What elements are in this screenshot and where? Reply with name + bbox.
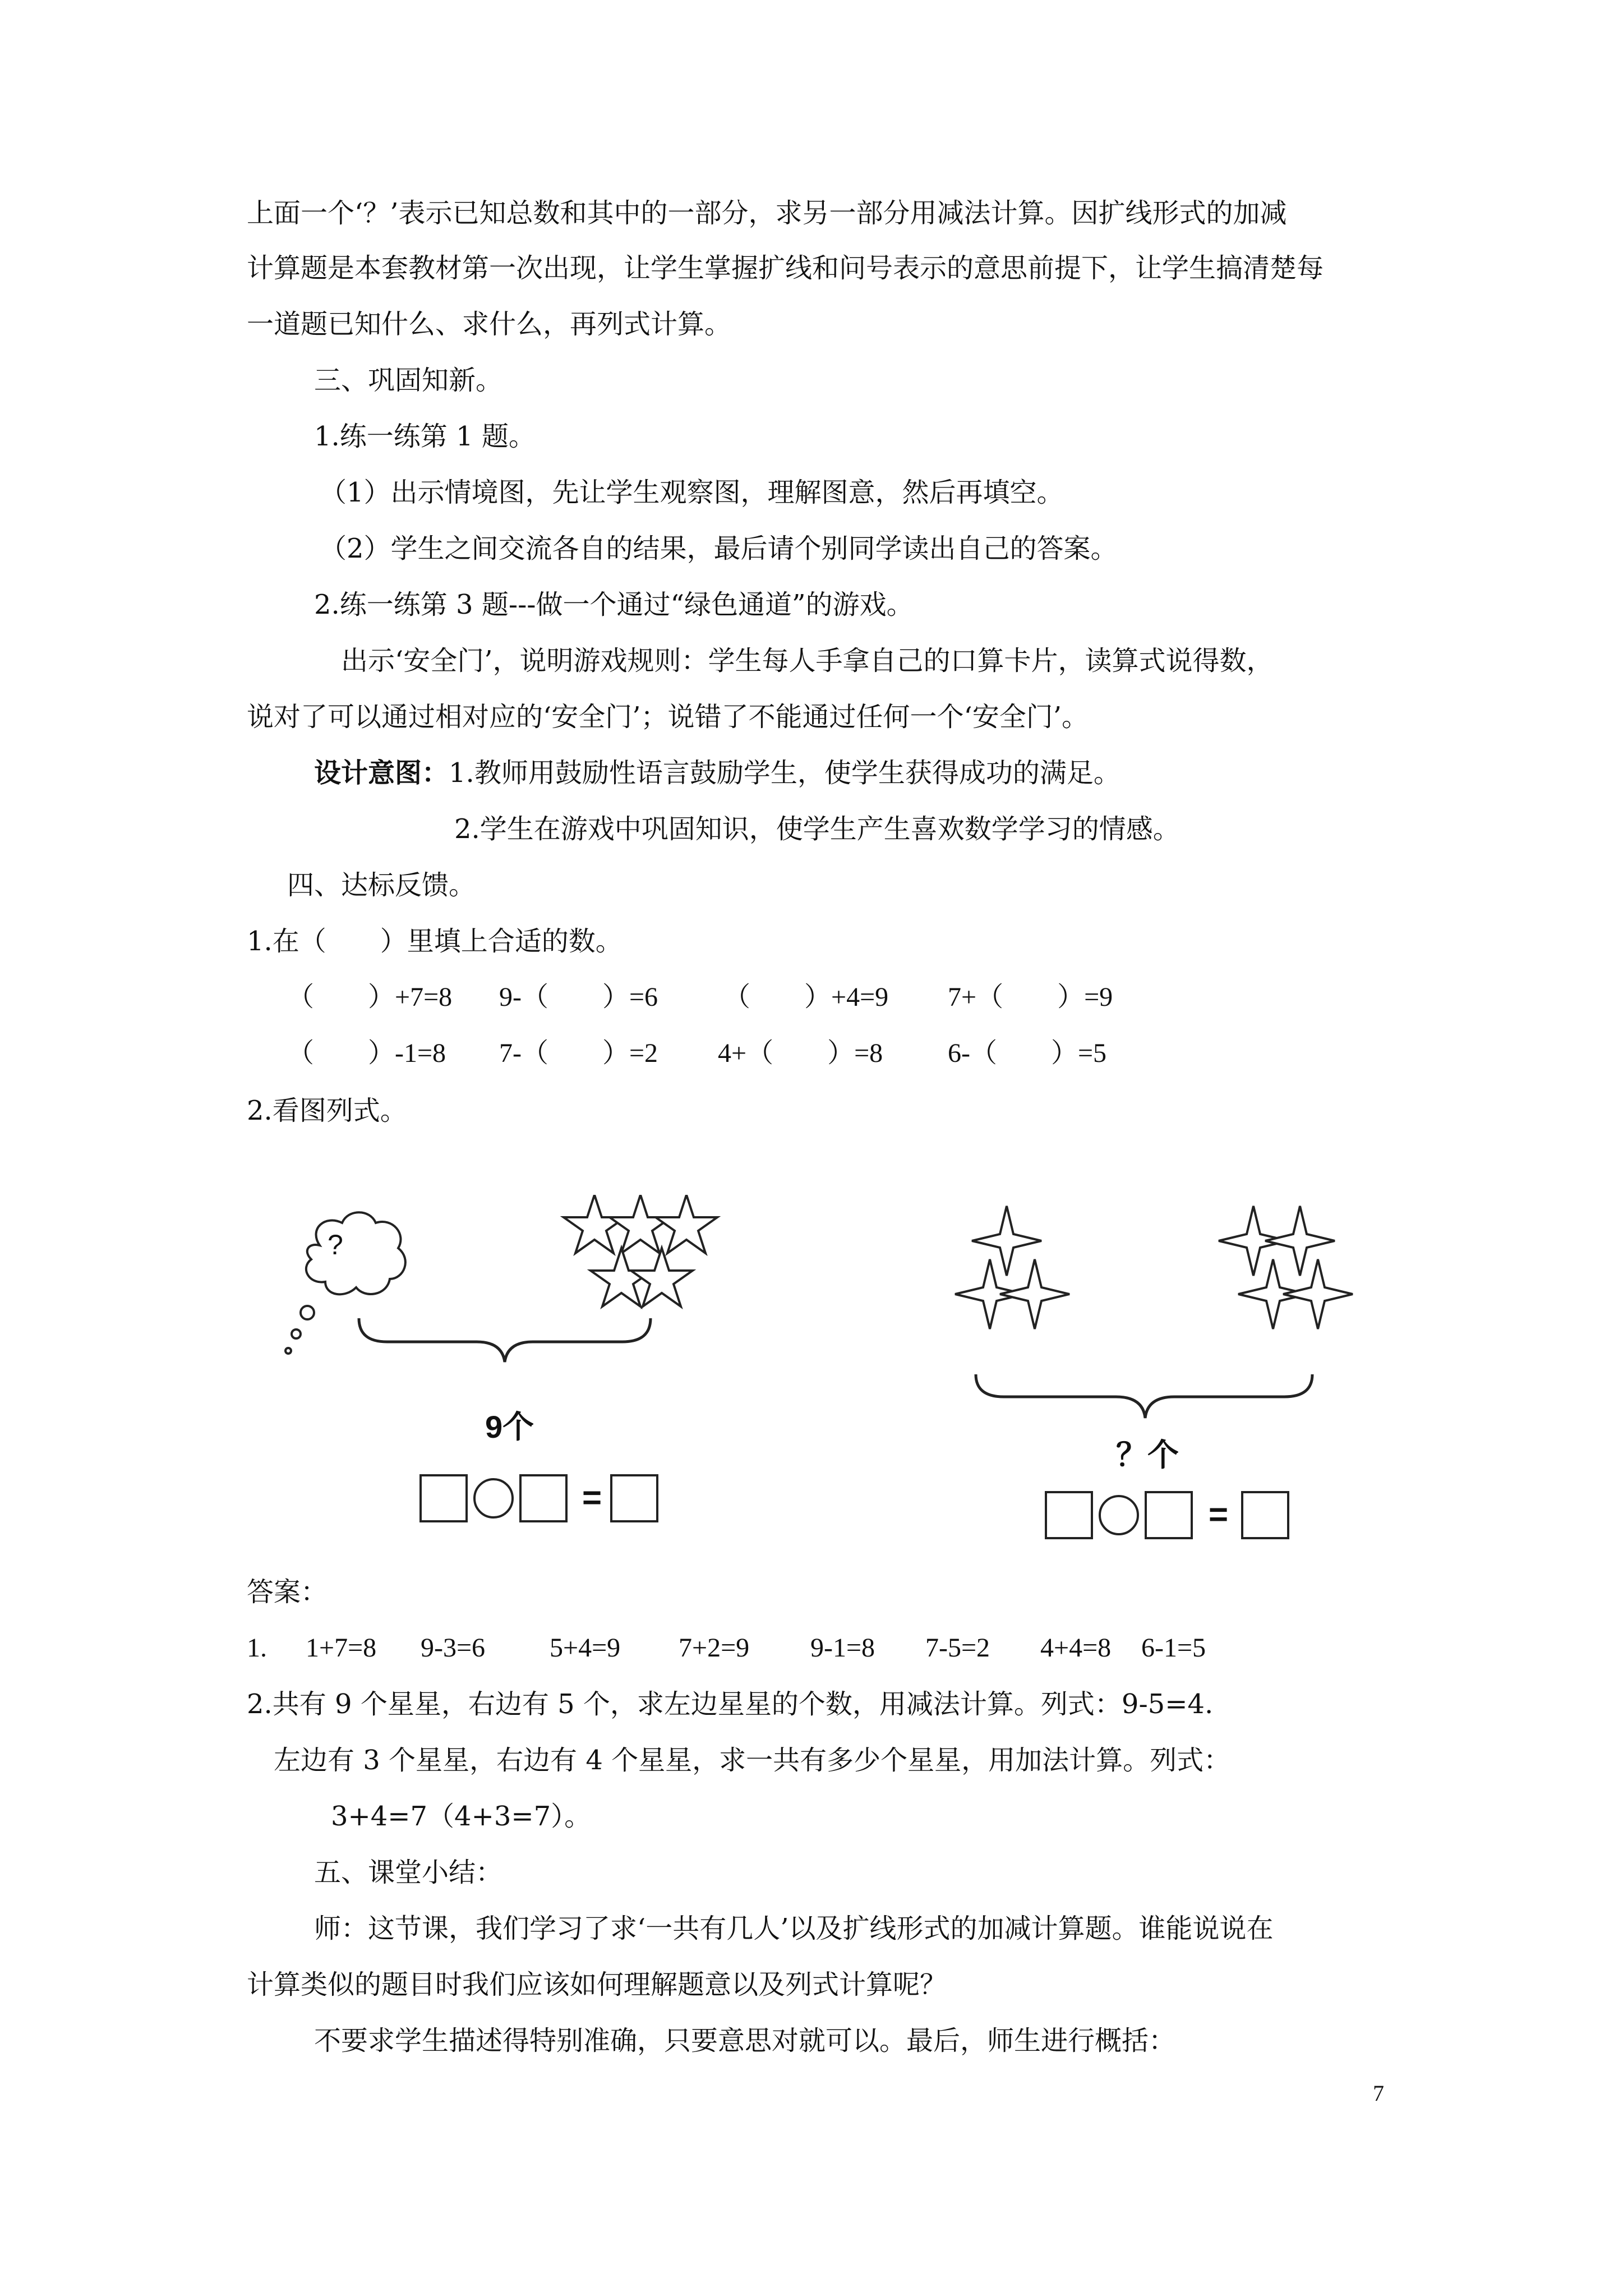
figure-right [937, 1195, 1374, 1576]
answer-text: 左边有 3 个星星，右边有 4 个星星，求一共有多少个星星，用加法计算。列式： [274, 1745, 1231, 1776]
design-intent-label: 设计意图： [314, 757, 449, 789]
exercise-subitem: （2）学生之间交流各自的结果，最后请个别同学读出自己的答案。 [320, 533, 1118, 564]
figure-left-drawing [275, 1195, 735, 1559]
fill-equation: 7-（ ）=2 [499, 1038, 658, 1068]
cloud-question-mark: ? [328, 1229, 343, 1260]
fill-equation: （ ）+7=8 [287, 982, 453, 1012]
design-intent-item: 2.学生在游戏中巩固知识，使学生产生喜欢数学学习的情感。 [454, 813, 1180, 845]
answer-equation: 4+4=8 [1040, 1633, 1112, 1663]
question-1: 1.在（ ）里填上合适的数。 [247, 926, 623, 957]
para-line: 出示‘安全门’，说明游戏规则：学生每人手拿自己的口算卡片，读算式说得数， [341, 645, 1274, 677]
para-line: 师：这节课，我们学习了求‘一共有几人’以及扩线形式的加减计算题。谁能说说在 [314, 1913, 1274, 1944]
para-line: 计算题是本套教材第一次出现，让学生掌握扩线和问号表示的意思前提下，让学生搞清楚每 [247, 252, 1324, 284]
thought-cloud-icon [285, 1212, 405, 1354]
answer-box [1046, 1492, 1092, 1538]
star-icon [656, 1195, 717, 1253]
answer-box [1146, 1492, 1192, 1538]
star-icon [564, 1195, 625, 1253]
answer-text: 2.共有 9 个星星，右边有 5 个，求左边星星的个数，用减法计算。列式：9-5=4. [247, 1688, 1214, 1720]
answer-equation: 7-5=2 [925, 1633, 990, 1663]
exercise-item: 2.练一练第 3 题---做一个通过“绿色通道”的游戏。 [314, 589, 914, 620]
figure-right-drawing [937, 1195, 1374, 1576]
answer-box [611, 1475, 657, 1521]
answer-number: 1. [247, 1633, 267, 1663]
operator-circle [1100, 1496, 1138, 1534]
section-heading: 五、课堂小结： [314, 1857, 503, 1888]
section-heading: 四、达标反馈。 [287, 869, 476, 901]
fill-equation: （ ）+4=9 [723, 982, 889, 1012]
question-2: 2.看图列式。 [247, 1095, 407, 1126]
answer-equation: 6-1=5 [1141, 1633, 1206, 1663]
fill-equation: 6-（ ）=5 [948, 1038, 1107, 1068]
curly-brace [976, 1374, 1312, 1418]
section-heading: 三、巩固知新。 [314, 365, 503, 396]
equals-sign: = [582, 1479, 602, 1516]
answer-box [1242, 1492, 1288, 1538]
page-number: 7 [1373, 2081, 1384, 2106]
sparkle-icon [1283, 1259, 1353, 1329]
para-line: 一道题已知什么、求什么，再列式计算。 [247, 309, 732, 340]
star-icon [631, 1248, 693, 1306]
brace-label: ？个 [1116, 1437, 1179, 1473]
exercise-item: 1.练一练第 1 题。 [314, 421, 536, 452]
brace-label: 9个 [485, 1409, 534, 1444]
equation-boxes [1046, 1492, 1288, 1538]
answer-heading: 答案： [247, 1576, 328, 1608]
operator-circle [474, 1479, 513, 1517]
answer-equation: 7+2=9 [679, 1633, 750, 1663]
answer-text: 3+4=7（4+3=7）。 [331, 1801, 592, 1832]
fill-equation: 9-（ ）=6 [499, 982, 658, 1012]
sparkle-icon [972, 1206, 1041, 1276]
answer-box [421, 1475, 467, 1521]
answer-equation: 9-3=6 [421, 1633, 486, 1663]
curly-brace [359, 1318, 651, 1362]
para-line: 计算类似的题目时我们应该如何理解题意以及列式计算呢？ [247, 1969, 947, 2000]
star-icon [610, 1195, 671, 1253]
sparkle-icon [1000, 1259, 1069, 1329]
design-intent-item: 1.教师用鼓励性语言鼓励学生，使学生获得成功的满足。 [449, 757, 1121, 789]
para-line: 上面一个‘？’表示已知总数和其中的一部分，求另一部分用减法计算。因扩线形式的加减 [247, 197, 1287, 229]
star-group [564, 1195, 717, 1306]
answer-box [520, 1475, 566, 1521]
design-intent [314, 756, 1121, 790]
fill-equation: （ ）-1=8 [287, 1038, 446, 1068]
answer-equation: 1+7=8 [306, 1633, 377, 1663]
sparkle-icon [1265, 1206, 1335, 1276]
equation-boxes [421, 1475, 657, 1521]
star-group [955, 1206, 1353, 1329]
para-line: 说对了可以通过相对应的‘安全门’；说错了不能通过任何一个‘安全门’。 [247, 701, 1089, 733]
answer-equation: 5+4=9 [550, 1633, 621, 1663]
fill-equation: 4+（ ）=8 [718, 1038, 883, 1068]
answer-equation: 9-1=8 [810, 1633, 875, 1663]
figure-left [275, 1195, 735, 1559]
fill-equation: 7+（ ）=9 [948, 982, 1113, 1012]
exercise-subitem: （1）出示情境图，先让学生观察图，理解图意，然后再填空。 [320, 477, 1064, 508]
equals-sign: = [1209, 1496, 1229, 1533]
para-line: 不要求学生描述得特别准确，只要意思对就可以。最后，师生进行概括： [314, 2025, 1176, 2056]
